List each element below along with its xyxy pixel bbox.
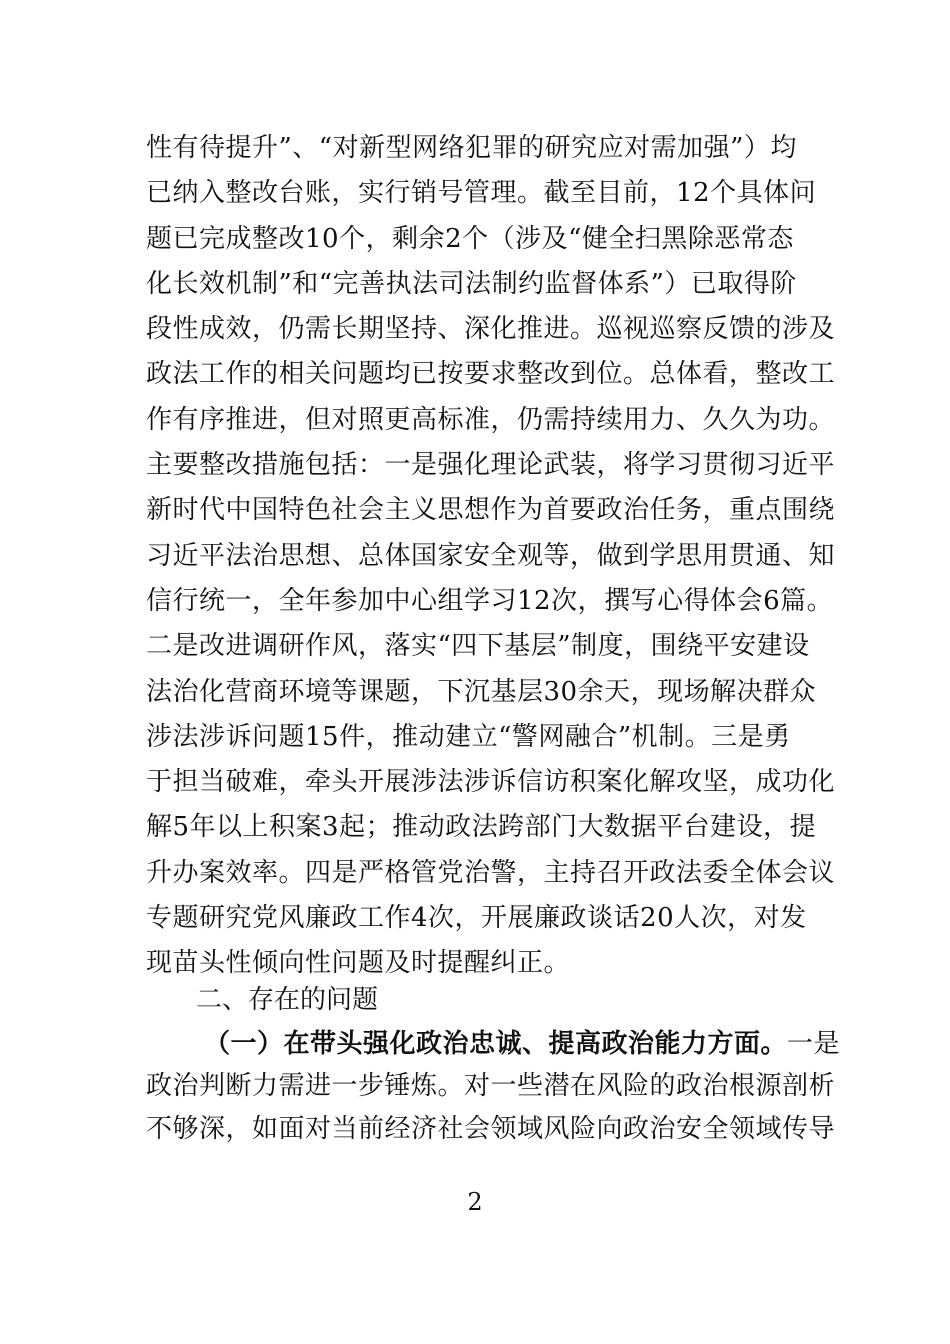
text-line: 性有待提升”、“对新型网络犯罪的研究应对需加强”）均 (146, 133, 797, 163)
text-line: 化长效机制”和“完善执法司法制约监督体系”）已取得阶 (146, 268, 797, 299)
subsection-title: （一）在带头强化政治忠诚、提高政治能力方面。 (204, 1029, 788, 1059)
text-line: 专题研究党风廉政工作4次，开展廉政谈话20人次，对发 (146, 903, 807, 934)
text-line: 不够深，如面对当前经济社会领域风险向政治安全领域传导 (146, 1113, 836, 1144)
text-line: 信行统一，全年参加中心组学习12次，撰写心得体会6篇。 (146, 585, 834, 616)
text-line: 政法工作的相关问题均已按要求整改到位。总体看，整改工 (146, 359, 836, 390)
text-line: 习近平法治思想、总体国家安全观等，做到学思用贯通、知 (146, 540, 836, 571)
text-line: 政治判断力需进一步锤炼。对一些潜在风险的政治根源剖析 (146, 1071, 836, 1102)
text-line: 法治化营商环境等课题，下沉基层30余天，现场解决群众 (146, 676, 817, 707)
text-line: 升办案效率。四是严格管党治警，主持召开政法委全体会议 (146, 857, 836, 888)
text-line (146, 1023, 841, 1065)
section-heading: 二、存在的问题 (196, 985, 379, 1015)
text-line: 作有序推进，但对照更高标准，仍需持续用力、久久为功。 (146, 404, 836, 435)
text-line: 主要整改措施包括：一是强化理论武装，将学习贯彻习近平 (146, 450, 836, 481)
text-line: 现苗头性倾向性问题及时提醒纠正。 (146, 948, 571, 979)
text-span: 一是 (787, 1029, 841, 1059)
text-line: 段性成效，仍需长期坚持、深化推进。巡视巡察反馈的涉及 (146, 314, 836, 345)
body-paragraph (146, 126, 836, 987)
page-number: 2 (467, 1188, 483, 1216)
text-line: 题已完成整改10个，剩余2个（涉及“健全扫黑除恶常态 (146, 223, 794, 254)
text-line: 二是改进调研作风，落实“四下基层”制度，围绕平安建设 (146, 631, 810, 662)
text-line: 解5年以上积案3起；推动政法跨部门大数据平台建设，提 (146, 812, 817, 843)
text-line: 涉法涉诉问题15件，推动建立“警网融合”机制。三是勇 (146, 721, 791, 752)
text-line: 新时代中国特色社会主义思想作为首要政治任务，重点围绕 (146, 495, 836, 526)
section-paragraph (146, 1023, 841, 1150)
text-line: 已纳入整改台账，实行销号管理。截至目前，12个具体问 (146, 178, 817, 209)
text-line: 于担当破难，牵头开展涉法涉诉信访积案化解攻坚，成功化 (146, 767, 836, 798)
